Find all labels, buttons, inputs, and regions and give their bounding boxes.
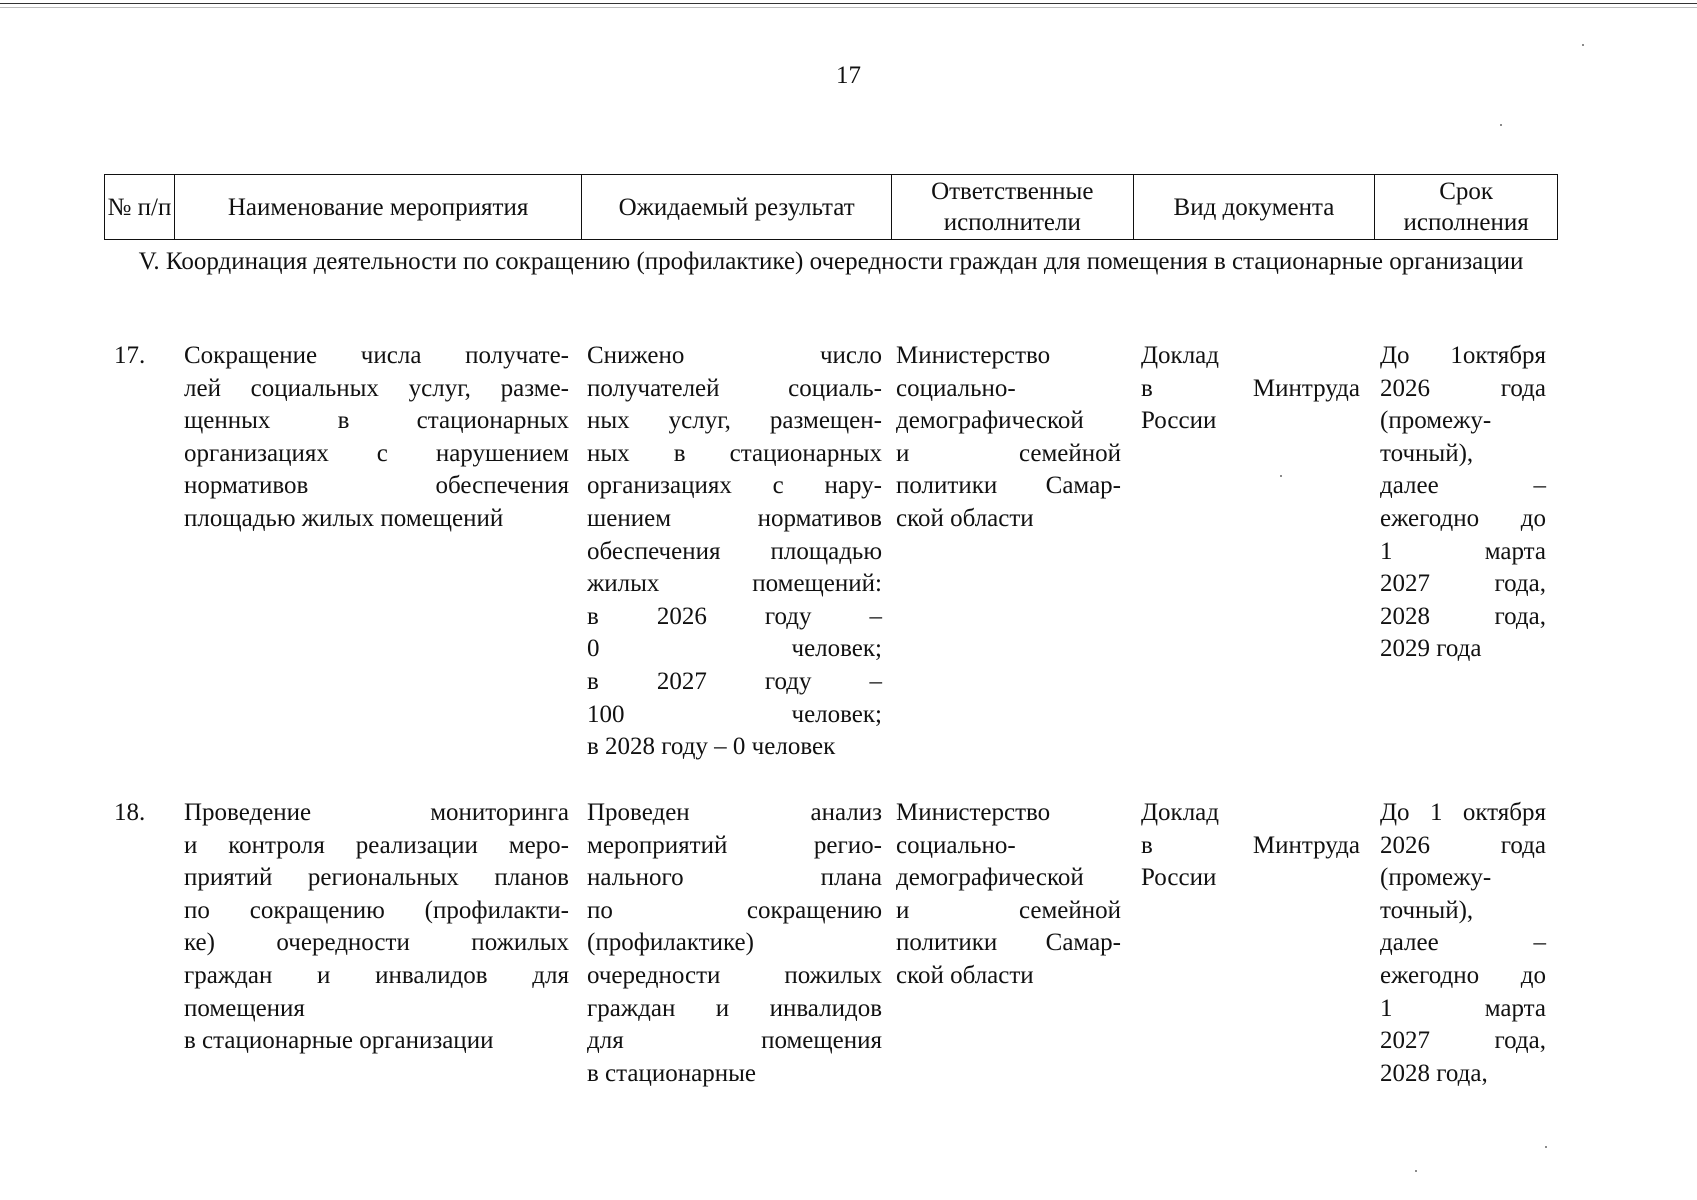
deadline xyxy=(1380,340,1546,666)
expected-result xyxy=(587,340,882,764)
row-number: 17. xyxy=(114,342,146,369)
cell-line: ежегодно до xyxy=(1380,961,1546,989)
cell-line: в 2028 году – 0 человек xyxy=(587,733,836,761)
cell-line: демографической xyxy=(896,864,1084,892)
cell-line: До 1октября xyxy=(1380,342,1546,369)
document-type xyxy=(1141,340,1360,438)
cell-line: нального плана xyxy=(587,864,882,892)
cell-line: (промежу- xyxy=(1380,864,1492,892)
section-title: V. Координация деятельности по сокращению (профилактике) очередности граждан для помещения в стационарные организации xyxy=(138,248,1524,275)
cell-line: Министерство xyxy=(896,342,1051,369)
scan-speck xyxy=(1415,1170,1417,1172)
cell-line: ных услуг, размещен- xyxy=(587,407,882,435)
scan-speck xyxy=(1500,124,1502,126)
scan-speck xyxy=(1280,475,1282,477)
cell-line: ке) очередности пожилых xyxy=(184,929,569,957)
header-result: Ожидаемый результат xyxy=(582,175,892,239)
header-executors: Ответственные исполнители xyxy=(892,175,1134,239)
cell-line: по сокращению (профилакти- xyxy=(184,896,569,924)
cell-line: ных в стационарных xyxy=(587,439,882,467)
row-number: 18. xyxy=(114,799,146,826)
cell-line: в 2026 году – xyxy=(587,602,882,630)
cell-line: и контроля реализации меро- xyxy=(184,831,569,859)
cell-line: 2027 года, xyxy=(1380,570,1546,598)
measure-name xyxy=(184,340,569,536)
cell-line: социально- xyxy=(896,831,1016,859)
cell-line: обеспечения площадью xyxy=(587,537,882,565)
cell-line: 2026 года xyxy=(1380,831,1546,859)
header-deadline: Срок исполнения xyxy=(1403,178,1529,236)
cell-line: политики Самар- xyxy=(896,472,1121,500)
scan-speck xyxy=(1582,44,1584,46)
cell-line: жилых помещений: xyxy=(587,570,882,598)
cell-line: 2026 года xyxy=(1380,374,1546,402)
cell-line: 2029 года xyxy=(1380,635,1482,663)
cell-line: Снижено число xyxy=(587,342,882,369)
cell-line: граждан и инвалидов для xyxy=(184,961,569,989)
header-doc-type: Вид документа xyxy=(1134,175,1376,239)
cell-line: ской области xyxy=(896,504,1034,532)
cell-line: ской области xyxy=(896,961,1034,989)
cell-line: Сокращение числа получате- xyxy=(184,342,569,369)
cell-line: очередности пожилых xyxy=(587,961,882,989)
cell-line: Министерство xyxy=(896,799,1051,826)
cell-line: Доклад xyxy=(1141,799,1219,826)
cell-line: Проведение мониторинга xyxy=(184,799,569,826)
page-number: 17 xyxy=(836,62,861,89)
cell-line: в Минтруда xyxy=(1141,831,1360,859)
header-name: Наименование мероприятия xyxy=(175,175,582,239)
cell-line: для помещения xyxy=(587,1027,882,1055)
cell-line: ежегодно до xyxy=(1380,504,1546,532)
scan-speck xyxy=(1545,1146,1547,1148)
cell-line: (промежу- xyxy=(1380,407,1492,435)
cell-line: приятий региональных планов xyxy=(184,864,569,892)
cell-line: граждан и инвалидов xyxy=(587,994,882,1022)
header-num: № п/п xyxy=(105,175,175,239)
cell-line: 2027 года, xyxy=(1380,1027,1546,1055)
cell-line: нормативов обеспечения xyxy=(184,472,569,500)
cell-line: помещения xyxy=(184,994,305,1022)
responsible-executors xyxy=(896,340,1121,536)
cell-line: и семейной xyxy=(896,439,1121,467)
cell-line: политики Самар- xyxy=(896,929,1121,957)
cell-line: по сокращению xyxy=(587,896,882,924)
cell-line: Доклад xyxy=(1141,342,1219,369)
table-header xyxy=(104,174,1558,240)
deadline xyxy=(1380,797,1546,1090)
cell-line: (профилактике) xyxy=(587,929,754,957)
cell-line: далее – xyxy=(1380,472,1546,500)
cell-line: социально- xyxy=(896,374,1016,402)
cell-line: площадью жилых помещений xyxy=(184,504,504,532)
responsible-executors xyxy=(896,797,1121,993)
measure-name xyxy=(184,797,569,1058)
cell-line: 2028 года, xyxy=(1380,1059,1488,1087)
cell-line: далее – xyxy=(1380,929,1546,957)
cell-line: 1 марта xyxy=(1380,994,1546,1022)
cell-line: Проведен анализ xyxy=(587,799,882,826)
cell-line: России xyxy=(1141,407,1217,435)
cell-line: России xyxy=(1141,864,1217,892)
cell-line: в стационарные организации xyxy=(184,1027,494,1055)
cell-line: лей социальных услуг, разме- xyxy=(184,374,569,402)
cell-line: демографической xyxy=(896,407,1084,435)
scan-edge-line-faint xyxy=(0,7,1697,8)
cell-line: 2028 года, xyxy=(1380,602,1546,630)
cell-line: организациях с нару- xyxy=(587,472,882,500)
cell-line: мероприятий регио- xyxy=(587,831,882,859)
cell-line: в 2027 году – xyxy=(587,667,882,695)
cell-line: шением нормативов xyxy=(587,504,882,532)
cell-line: в стационарные xyxy=(587,1059,756,1087)
cell-line: 0 человек; xyxy=(587,635,882,663)
cell-line: щенных в стационарных xyxy=(184,407,569,435)
cell-line: и семейной xyxy=(896,896,1121,924)
document-type xyxy=(1141,797,1360,895)
cell-line: организациях с нарушением xyxy=(184,439,569,467)
cell-line: 1 марта xyxy=(1380,537,1546,565)
expected-result xyxy=(587,797,882,1090)
cell-line: 100 человек; xyxy=(587,700,882,728)
scan-edge-line xyxy=(0,3,1697,4)
cell-line: До 1 октября xyxy=(1380,799,1546,826)
cell-line: точный), xyxy=(1380,439,1474,467)
cell-line: точный), xyxy=(1380,896,1474,924)
cell-line: в Минтруда xyxy=(1141,374,1360,402)
cell-line: получателей социаль- xyxy=(587,374,882,402)
